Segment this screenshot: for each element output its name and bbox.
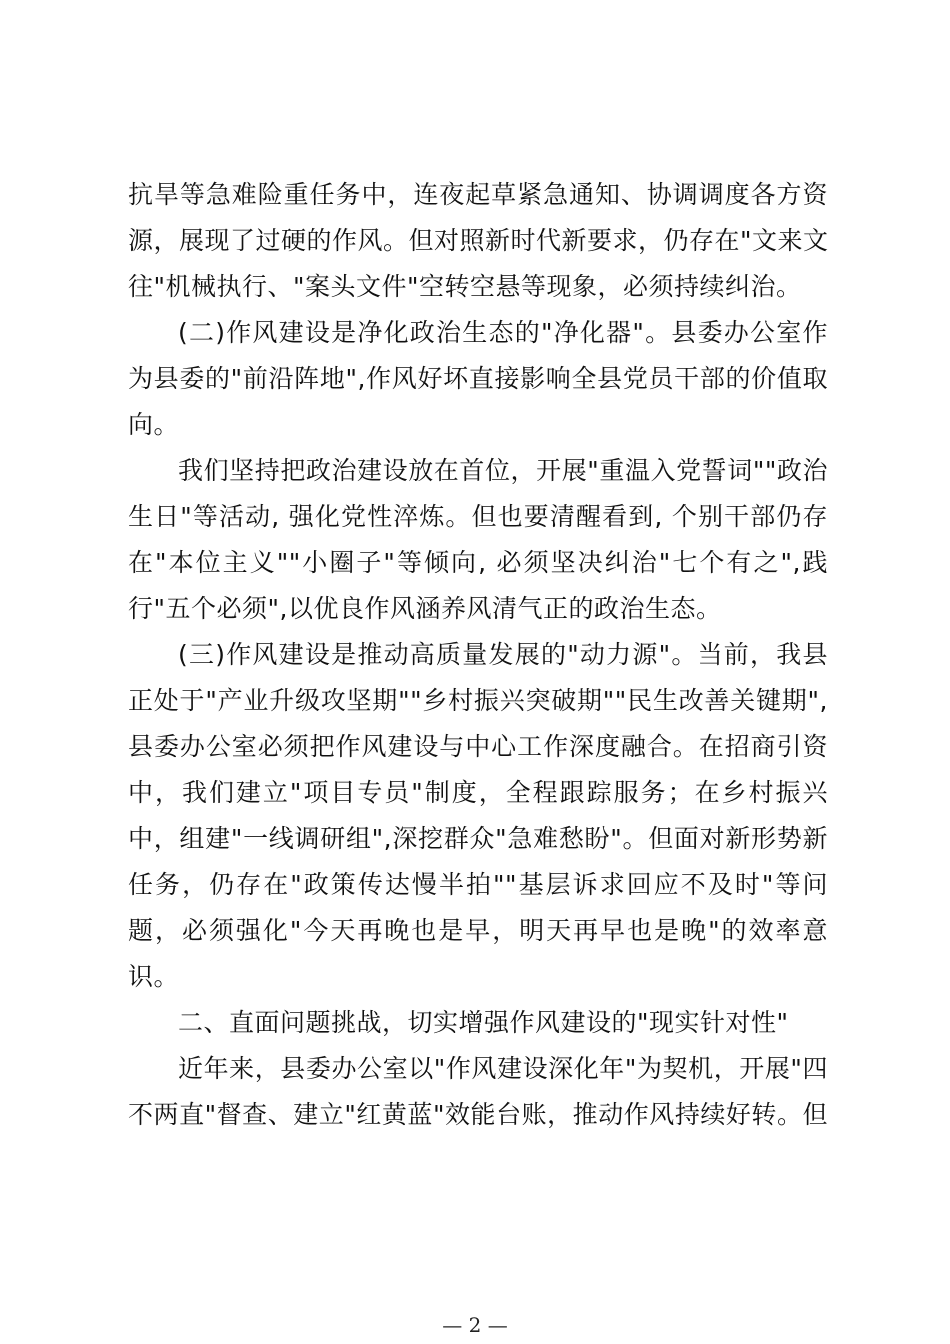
text-line: 中，我们建立"项目专员"制度，全程跟踪服务；在乡村振兴 (128, 778, 828, 807)
text-line: (二)作风建设是净化政治生态的"净化器"。县委办公室作 (178, 318, 828, 347)
text-line: 抗旱等急难险重任务中，连夜起草紧急通知、协调调度各方资 (128, 180, 828, 209)
text-line: 为县委的"前沿阵地",作风好坏直接影响全县党员干部的价值取 (128, 364, 828, 393)
text-line: 在"本位主义""小圈子"等倾向, 必须坚决纠治"七个有之",践 (128, 548, 828, 577)
section-heading: 二、直面问题挑战，切实增强作风建设的"现实针对性" (178, 1008, 789, 1037)
text-line: 生日"等活动, 强化党性淬炼。但也要清醒看到, 个别干部仍存 (128, 502, 828, 531)
text-line: 县委办公室必须把作风建设与中心工作深度融合。在招商引资 (128, 732, 828, 761)
text-line: 识。 (128, 962, 180, 991)
text-line: 中，组建"一线调研组",深挖群众"急难愁盼"。但面对新形势新 (128, 824, 828, 853)
text-line: 近年来，县委办公室以"作风建设深化年"为契机，开展"四 (178, 1054, 828, 1083)
text-line: 行"五个必须",以优良作风涵养风清气正的政治生态。 (128, 594, 722, 623)
text-line: 题，必须强化"今天再晚也是早，明天再早也是晚"的效率意 (128, 916, 828, 945)
text-line: 任务，仍存在"政策传达慢半拍""基层诉求回应不及时"等问 (128, 870, 828, 899)
text-line: 不两直"督查、建立"红黄蓝"效能台账，推动作风持续好转。但 (128, 1100, 828, 1129)
page-number: — 2 — (442, 1313, 508, 1337)
body-text (128, 172, 828, 1138)
text-line: 我们坚持把政治建设放在首位，开展"重温入党誓词""政治 (178, 456, 828, 485)
text-line: 往"机械执行、"案头文件"空转空悬等现象，必须持续纠治。 (128, 272, 802, 301)
text-line: (三)作风建设是推动高质量发展的"动力源"。当前，我县 (178, 640, 828, 669)
text-line: 向。 (128, 410, 180, 439)
text-line: 源，展现了过硬的作风。但对照新时代新要求，仍存在"文来文 (128, 226, 829, 255)
text-line: 正处于"产业升级攻坚期""乡村振兴突破期""民生改善关键期", (128, 686, 828, 715)
